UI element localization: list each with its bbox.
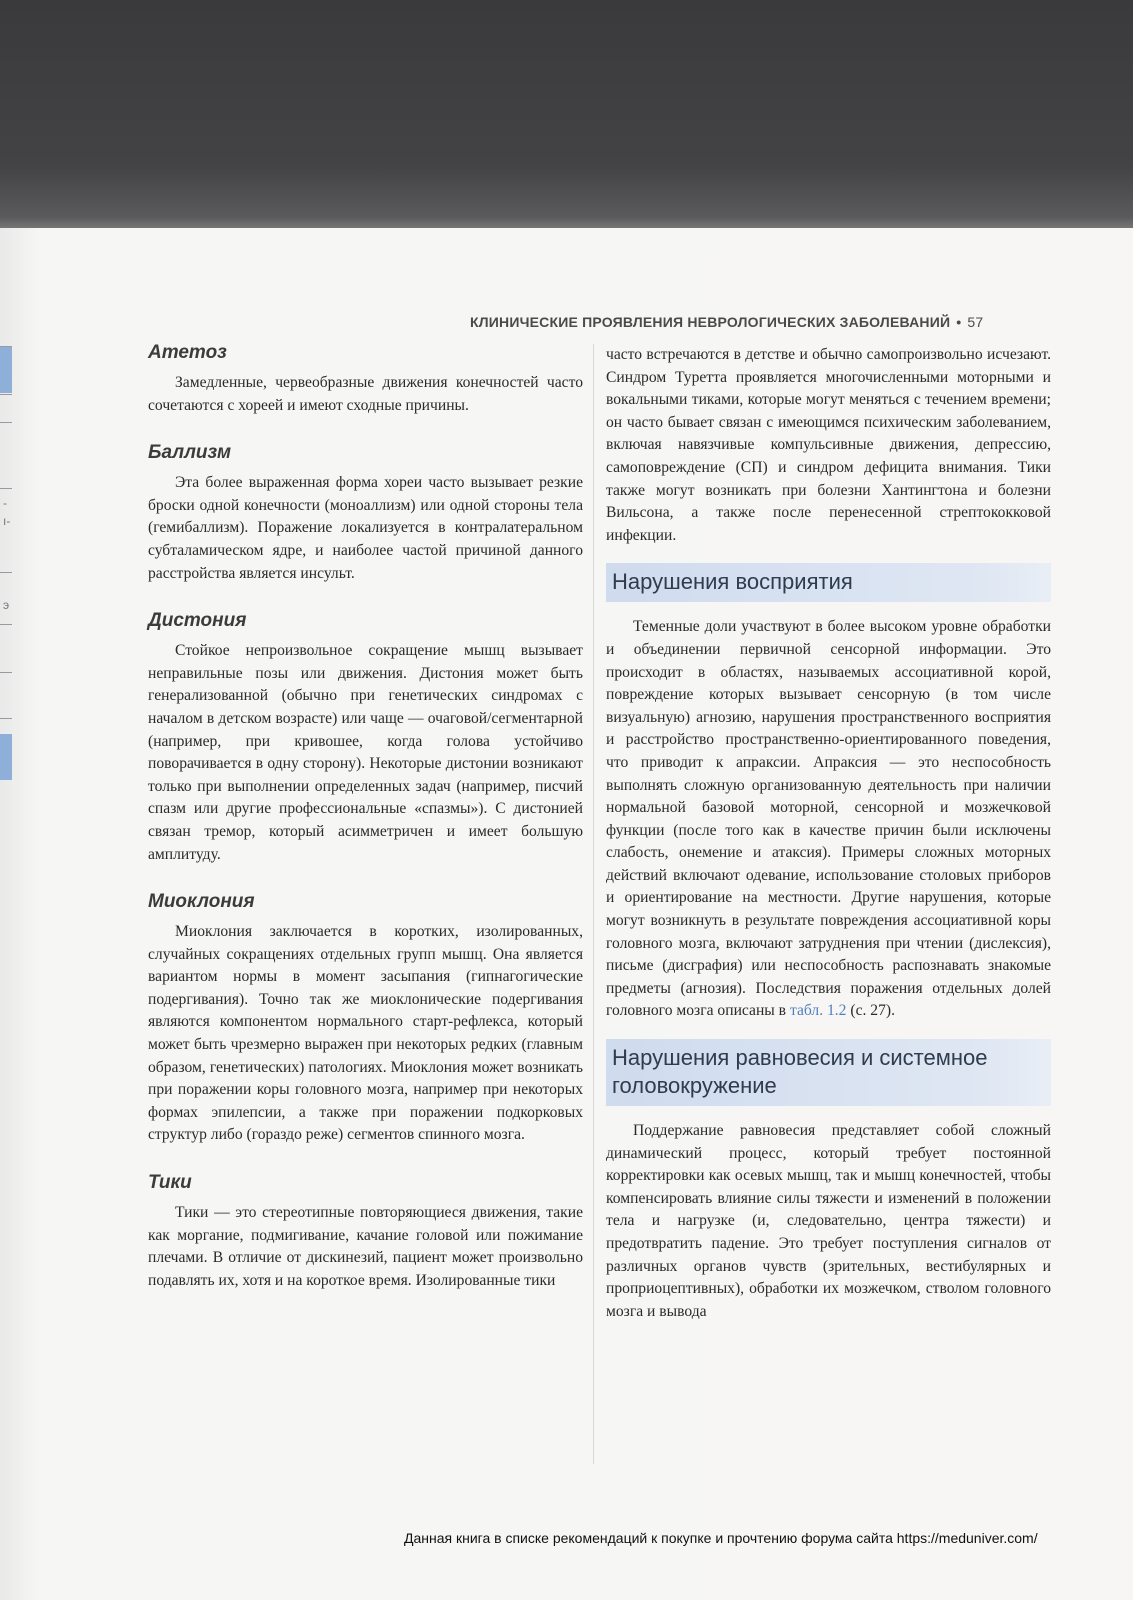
section-heading-balance: Нарушения равновесия и системное головокружение [606, 1039, 1051, 1106]
running-header [470, 314, 1055, 330]
edge-tab-blue-top [0, 347, 12, 393]
paragraph-tics: Тики — это стереотипные повторяющиеся движения, такие как моргание, подмигивание, качание головой или пожимание плечами. В отличие от дискинезий, пациент может произвольно подавлять их, хотя и на короткое время. Изолированные тики [148, 1204, 583, 1289]
scan-shadow [0, 0, 1133, 236]
edge-mark: э [3, 598, 10, 612]
header-separator: • [956, 314, 962, 330]
table-reference-link[interactable]: табл. 1.2 [789, 1002, 847, 1020]
edge-rule [0, 672, 12, 673]
perception-tail: (с. 27). [846, 1002, 895, 1020]
subheading-myoclonus: Миоклония [148, 891, 255, 913]
paragraph-dystonia: Стойкое непроизвольное сокращение мышц вызывает неправильные позы или движения. Дистония может быть генерализованной (обычно при генетических синдромах с началом в детском возрасте) или чаще — очаговой/сегментарной (например, при кривошее, когда голова устойчиво поворачивается в одну сторону). Некоторые дистонии возникают только при выполнении определенных задач (например, писчий спазм или другие профессиональные «спазмы»). С дистонией связан тремор, который асимметричен и имеет большую амплитуду. [148, 642, 583, 863]
edge-rule [0, 718, 12, 719]
subheading-dystonia: Дистония [148, 610, 247, 632]
column-divider [593, 344, 594, 1464]
page-number: 57 [967, 314, 984, 330]
edge-rule [0, 572, 12, 573]
subheading-tics: Тики [148, 1172, 192, 1194]
edge-rule [0, 422, 12, 423]
edge-mark: - [3, 496, 7, 510]
edge-rule [0, 394, 12, 395]
edge-rule [0, 624, 12, 625]
paragraph-athetosis: Замедленные, червеобразные движения конечностей часто сочетаются с хореей и имеют сходные причины. [148, 374, 583, 414]
footer-notice: Данная книга в списке рекомендаций к покупке и прочтению форума сайта https://meduniver.com/ [404, 1530, 1038, 1546]
right-column [606, 344, 1051, 1323]
paragraph-perception [606, 616, 1051, 1023]
left-column [148, 340, 583, 1292]
paragraph-myoclonus: Миоклония заключается в коротких, изолированных, случайных сокращениях отдельных групп мышц. Она является вариантом нормы в момент засыпания (гипнагогические подергивания). Точно так же миоклонические подергивания являются компонентом нормального старт-рефлекса, который может быть чрезмерно выражен при некоторых редких (главным образом, генетических) патологиях. Миоклония может возникать при поражении коры головного мозга, например при некоторых формах эпилепсии, а также при поражении подкорковых структур либо (гораздо реже) сегментов спинного мозга. [148, 923, 583, 1144]
paragraph-tics-continued: часто встречаются в детстве и обычно самопроизвольно исчезают. Синдром Туретта проявляется многочисленными моторными и вокальными тиками, которые могут меняться с течением времени; он часто бывает связан с имеющимся психическим заболеванием, включая навязчивые компульсивные движения, депрессию, самоповреждение (СП) и синдром дефицита внимания. Тики также могут возникать при болезни Хантингтона и болезни Вильсона, а также после перенесенной стрептококковой инфекции. [606, 346, 1051, 544]
section-heading-perception: Нарушения восприятия [606, 563, 1051, 602]
paragraph-balance: Поддержание равновесия представляет собой сложный динамический процесс, который требует постоянной корректировки как осевых мышц, так и мышц конечностей, чтобы компенсировать влияние силы тяжести и изменений в положении тела и нагрузке (и, следовательно, центра тяжести) и предотвратить падение. Это требует поступления сигналов от различных органов чувств (зрительных, вестибулярных и проприоцептивных), обработки их мозжечком, стволом головного мозга и вывода [606, 1122, 1051, 1320]
perception-text: Теменные доли участвуют в более высоком уровне обработки и объединении первичной сенсорной информации. Это происходит в областях, называемых ассоциативной корой, повреждение которых вызывает сенсорную (в том числе визуальную) агнозию, нарушения пространственного восприятия и расстройство пространственно-ориентированного поведения, что приводит к апраксии. Апраксия — это неспособность выполнять сложную организованную деятельность при наличии нормальной базовой моторной, сенсорной и мозжечковой функции (после того как в качестве причин были исключены слабость, онемение и атаксия). Примеры сложных моторных действий включают одевание, использование столовых приборов и ориентирование на местности. Другие нарушения, которые могут возникнуть в результате повреждения ассоциативной коры головного мозга, включают затруднения при чтении (дислексия), письме (дисграфия) или неспособность распознавать знакомые предметы (агнозия). Последствия поражения отдельных долей головного мозга описаны в [606, 618, 1051, 1020]
paragraph-ballism: Эта более выраженная форма хореи часто вызывает резкие броски одной конечности (моноаллизм) или одной стороны тела (гемибаллизм). Поражение локализуется в контралатеральном субталамическом ядре, и наиболее частой причиной данного расстройства является инсульт. [148, 474, 583, 582]
subheading-ballism: Баллизм [148, 442, 231, 464]
edge-rule [0, 488, 12, 489]
subheading-athetosis: Атетоз [148, 342, 227, 363]
running-title: КЛИНИЧЕСКИЕ ПРОЯВЛЕНИЯ НЕВРОЛОГИЧЕСКИХ ЗАБОЛЕВАНИЙ [470, 314, 951, 330]
edge-mark: ı- [3, 514, 11, 528]
edge-tab-blue-bottom [0, 734, 12, 780]
